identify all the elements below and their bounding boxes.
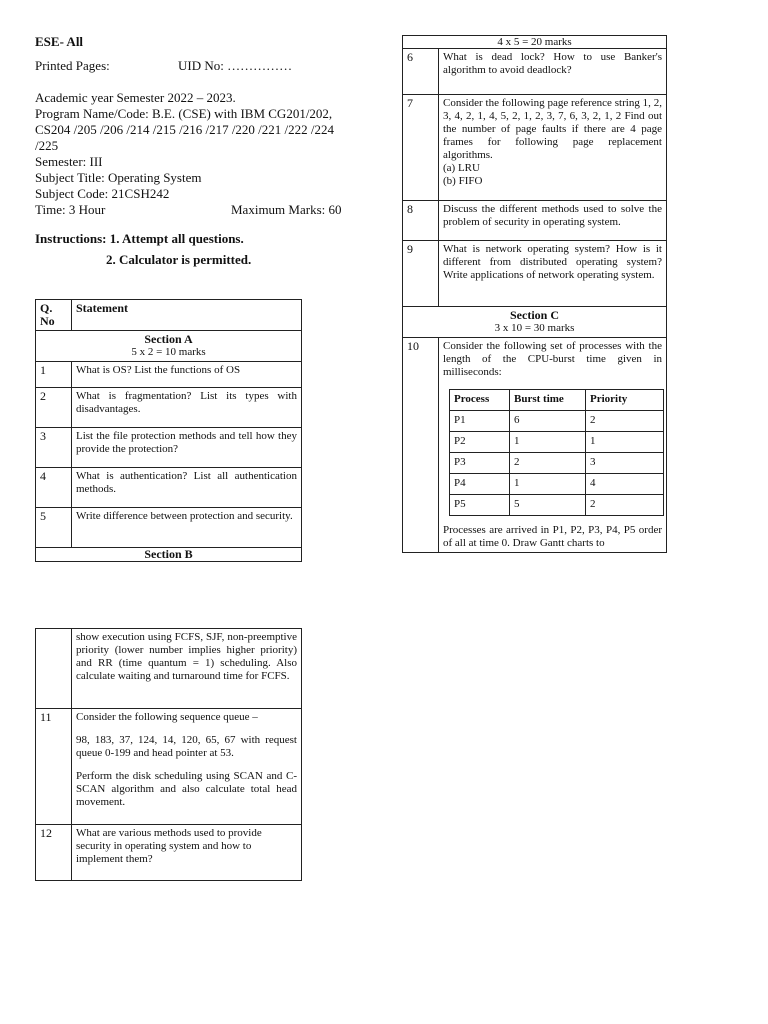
section-c-title: Section C — [510, 308, 559, 322]
question-text — [72, 709, 302, 825]
process-table-header: Priority — [586, 390, 664, 411]
question-number: 12 — [36, 825, 72, 881]
question-row — [36, 508, 302, 548]
process-cell: P5 — [450, 495, 510, 516]
process-table-row — [450, 432, 664, 453]
question-row — [403, 201, 667, 241]
burst-time-cell: 6 — [510, 411, 586, 432]
section-a-marks: 5 x 2 = 10 marks — [131, 346, 206, 358]
section-c-marks: 3 x 10 = 30 marks — [494, 322, 575, 334]
question-7-option-a: (a) LRU — [443, 162, 480, 174]
question-text: What is authentication? List all authentication methods. — [72, 468, 302, 508]
question-text: Write difference between protection and security. — [72, 508, 302, 548]
process-table-row — [450, 453, 664, 474]
process-cell: P2 — [450, 432, 510, 453]
question-7-text: Consider the following page reference string 1, 2, 3, 4, 2, 1, 4, 5, 2, 1, 2, 3, 7, 6, 3, 2, 1, 2 Find out the number of page faults if there are 4 page frames for following page replacement algorithms. — [443, 97, 662, 161]
process-table-header: Burst time — [510, 390, 586, 411]
question-text: What is network operating system? How is it different from distributed operating system? Write applications of network operating system. — [439, 241, 667, 307]
question-row — [403, 49, 667, 95]
exam-title: ESE- All — [35, 34, 84, 49]
question-text: List the file protection methods and tell how they provide the protection? — [72, 428, 302, 468]
exam-time: Time: 3 Hour — [35, 202, 106, 217]
question-11-part-3: Perform the disk scheduling using SCAN and C-SCAN algorithm and also calculate total head movement. — [76, 770, 297, 808]
process-table-row — [450, 474, 664, 495]
questions-table-right — [402, 35, 667, 553]
question-number: 2 — [36, 388, 72, 428]
question-7-option-b: (b) FIFO — [443, 175, 483, 187]
priority-cell: 2 — [586, 411, 664, 432]
question-row — [36, 709, 302, 825]
question-row — [36, 825, 302, 881]
priority-cell: 3 — [586, 453, 664, 474]
priority-cell: 4 — [586, 474, 664, 495]
question-number: 3 — [36, 428, 72, 468]
program-line-3: /225 — [35, 138, 59, 153]
program-line-2: CS204 /205 /206 /214 /215 /216 /217 /220 /221 /222 /224 — [35, 122, 335, 137]
priority-cell: 1 — [586, 432, 664, 453]
burst-time-cell: 5 — [510, 495, 586, 516]
question-number: 8 — [403, 201, 439, 241]
question-number: 11 — [36, 709, 72, 825]
question-number: 6 — [403, 49, 439, 95]
question-number: 10 — [403, 338, 439, 553]
subject-code: Subject Code: 21CSH242 — [35, 186, 170, 201]
printed-pages: Printed Pages: — [35, 58, 110, 73]
question-row — [36, 629, 302, 709]
column-header-statement: Statement — [72, 300, 302, 331]
question-number: 1 — [36, 362, 72, 388]
question-row — [36, 468, 302, 508]
question-10-arrival-text: Processes are arrived in P1, P2, P3, P4, P5 order of all at time 0. Draw Gantt charts to — [443, 524, 662, 549]
question-row — [403, 338, 667, 553]
program-line-1: Program Name/Code: B.E. (CSE) with IBM CG201/202, — [35, 106, 333, 121]
question-10-continued: show execution using FCFS, SJF, non-preemptive priority (lower number implies higher priority) and RR (time quantum = 1) scheduling. Also calculate waiting and turnaround time for FCFS. — [72, 629, 302, 709]
process-table — [449, 389, 664, 516]
questions-table-left — [35, 299, 302, 562]
question-text: What is fragmentation? List its types with disadvantages. — [72, 388, 302, 428]
question-row — [36, 362, 302, 388]
instruction-2: 2. Calculator is permitted. — [106, 252, 252, 267]
question-text: Discuss the different methods used to solve the problem of security in operating system. — [439, 201, 667, 241]
question-row — [36, 428, 302, 468]
burst-time-cell: 2 — [510, 453, 586, 474]
question-number: 7 — [403, 95, 439, 201]
question-10-text: Consider the following set of processes with the length of the CPU-burst time given in milliseconds: — [443, 340, 662, 378]
question-number: 5 — [36, 508, 72, 548]
column-header-qno: Q. No — [36, 300, 72, 331]
question-row — [403, 95, 667, 201]
process-table-header: Process — [450, 390, 510, 411]
subject-title: Subject Title: Operating System — [35, 170, 202, 185]
maximum-marks: Maximum Marks: 60 — [231, 202, 342, 217]
section-b-marks: 4 x 5 = 20 marks — [403, 36, 667, 49]
section-b-header — [36, 548, 302, 562]
uid-number: UID No: …………… — [178, 58, 293, 73]
section-b-title: Section B — [144, 547, 193, 561]
question-text: What is dead lock? How to use Banker's algorithm to avoid deadlock? — [439, 49, 667, 95]
section-a-header — [36, 331, 302, 362]
questions-table-continued — [35, 628, 302, 881]
question-text: What are various methods used to provide security in operating system and how to implement them? — [72, 825, 302, 881]
question-11-part-1: Consider the following sequence queue – — [76, 711, 258, 723]
process-cell: P1 — [450, 411, 510, 432]
section-a-title: Section A — [144, 332, 193, 346]
question-11-part-2: 98, 183, 37, 124, 14, 120, 65, 67 with request queue 0-199 and head pointer at 53. — [76, 734, 297, 759]
question-number-empty — [36, 629, 72, 709]
burst-time-cell: 1 — [510, 432, 586, 453]
question-text — [439, 338, 667, 553]
question-row — [36, 388, 302, 428]
process-table-row — [450, 495, 664, 516]
question-number: 9 — [403, 241, 439, 307]
semester: Semester: III — [35, 154, 103, 169]
question-text — [439, 95, 667, 201]
question-text: What is OS? List the functions of OS — [72, 362, 302, 388]
section-c-header — [403, 307, 667, 338]
priority-cell: 2 — [586, 495, 664, 516]
instruction-1: Instructions: 1. Attempt all questions. — [35, 231, 244, 246]
process-cell: P4 — [450, 474, 510, 495]
question-row — [403, 241, 667, 307]
process-table-header-row — [450, 390, 664, 411]
burst-time-cell: 1 — [510, 474, 586, 495]
question-number: 4 — [36, 468, 72, 508]
process-cell: P3 — [450, 453, 510, 474]
academic-year: Academic year Semester 2022 – 2023. — [35, 90, 236, 105]
process-table-row — [450, 411, 664, 432]
